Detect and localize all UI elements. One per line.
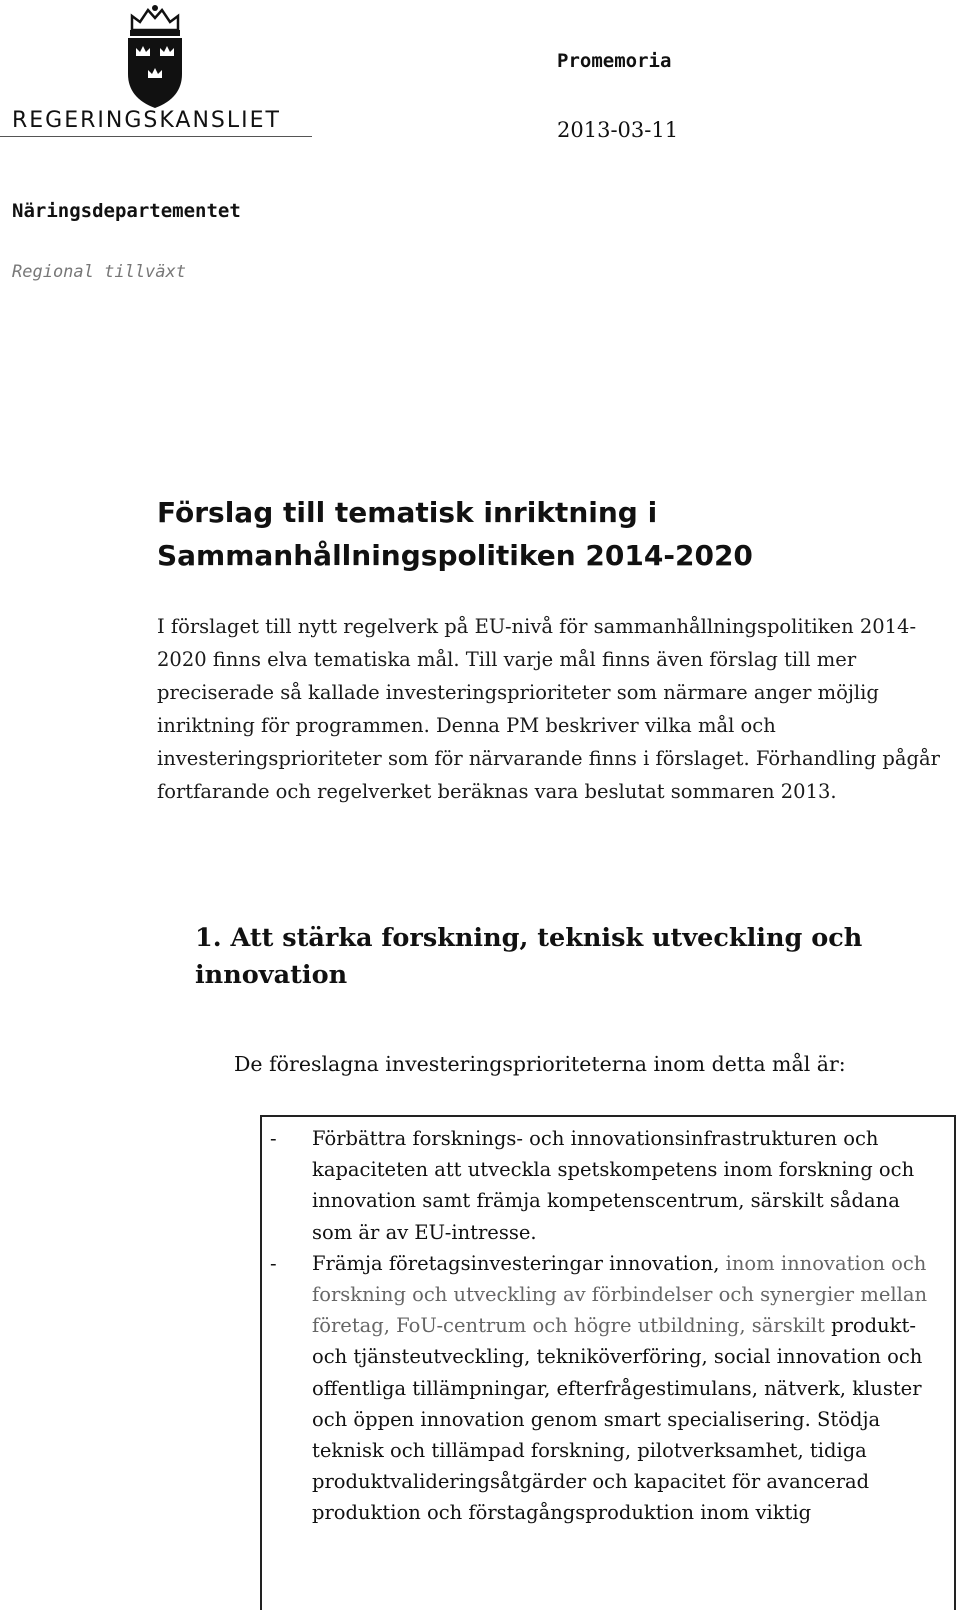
document-date: 2013-03-11: [557, 118, 679, 142]
unit-name: Regional tillväxt: [12, 262, 186, 282]
title-line-2: Sammanhållningspolitiken 2014-2020: [157, 539, 753, 572]
bullet-marker: -: [270, 1127, 277, 1150]
list-item: [270, 1123, 940, 1248]
section-lead: De föreslagna investeringsprioriteterna inom detta mål är:: [234, 1052, 846, 1076]
department-name: Näringsdepartementet: [12, 200, 241, 222]
document-type: Promemoria: [557, 50, 672, 72]
bullet-marker: -: [270, 1251, 277, 1275]
logo-divider: [0, 136, 312, 137]
priorities-box: [260, 1115, 956, 1610]
list-item-text-gray: inom innovation och forskning och utveckling av förbindelser och synergier mellan företag, FoU-centrum och högre utbildning, särskilt: [312, 1251, 928, 1338]
list-item-text-part: Främja företagsinvesteringar innovation,: [312, 1251, 726, 1275]
royal-crest-icon: [118, 4, 192, 110]
logo-wordmark: REGERINGSKANSLIET: [12, 108, 281, 133]
title-line-1: Förslag till tematisk inriktning i: [157, 496, 658, 529]
list-item-text: [312, 1252, 927, 1525]
government-logo: [0, 0, 312, 140]
list-item-text: Förbättra forsknings- och innovationsinfrastrukturen och kapaciteten att utveckla spetskompetens inom forskning och innovation samt främja kompetenscentrum, särskilt sådana som är av EU-intresse.: [312, 1127, 915, 1244]
list-item-text-part: produkt- och tjänsteutveckling, tekniköverföring, social innovation och offentliga tillämpningar, efterfrågestimulans, nätverk, kluster och öppen innovation genom smart specialisering. Stödja teknisk och tillämpad forskning, pilotverksamhet, tidiga produktvalideringsåtgärder och kapacitet för avancerad produktion och förstagångsproduktion inom viktig: [312, 1314, 923, 1525]
intro-paragraph: I förslaget till nytt regelverk på EU-nivå för sammanhållningspolitiken 2014-2020 finns elva tematiska mål. Till varje mål finns även förslag till mer preciserade så kallade investeringsprioriteter som närmare anger möjlig inriktning för programmen. Denna PM beskriver vilka mål och investeringsprioriteter som för närvarande finns i förslaget. Förhandling pågår fortfarande och regelverket beräknas vara beslutat sommaren 2013.: [157, 615, 940, 803]
priorities-list: [270, 1123, 940, 1529]
section-heading: 1. Att stärka forskning, teknisk utveckling och innovation: [195, 923, 863, 990]
list-item: [270, 1248, 940, 1529]
document-title: [157, 491, 917, 577]
